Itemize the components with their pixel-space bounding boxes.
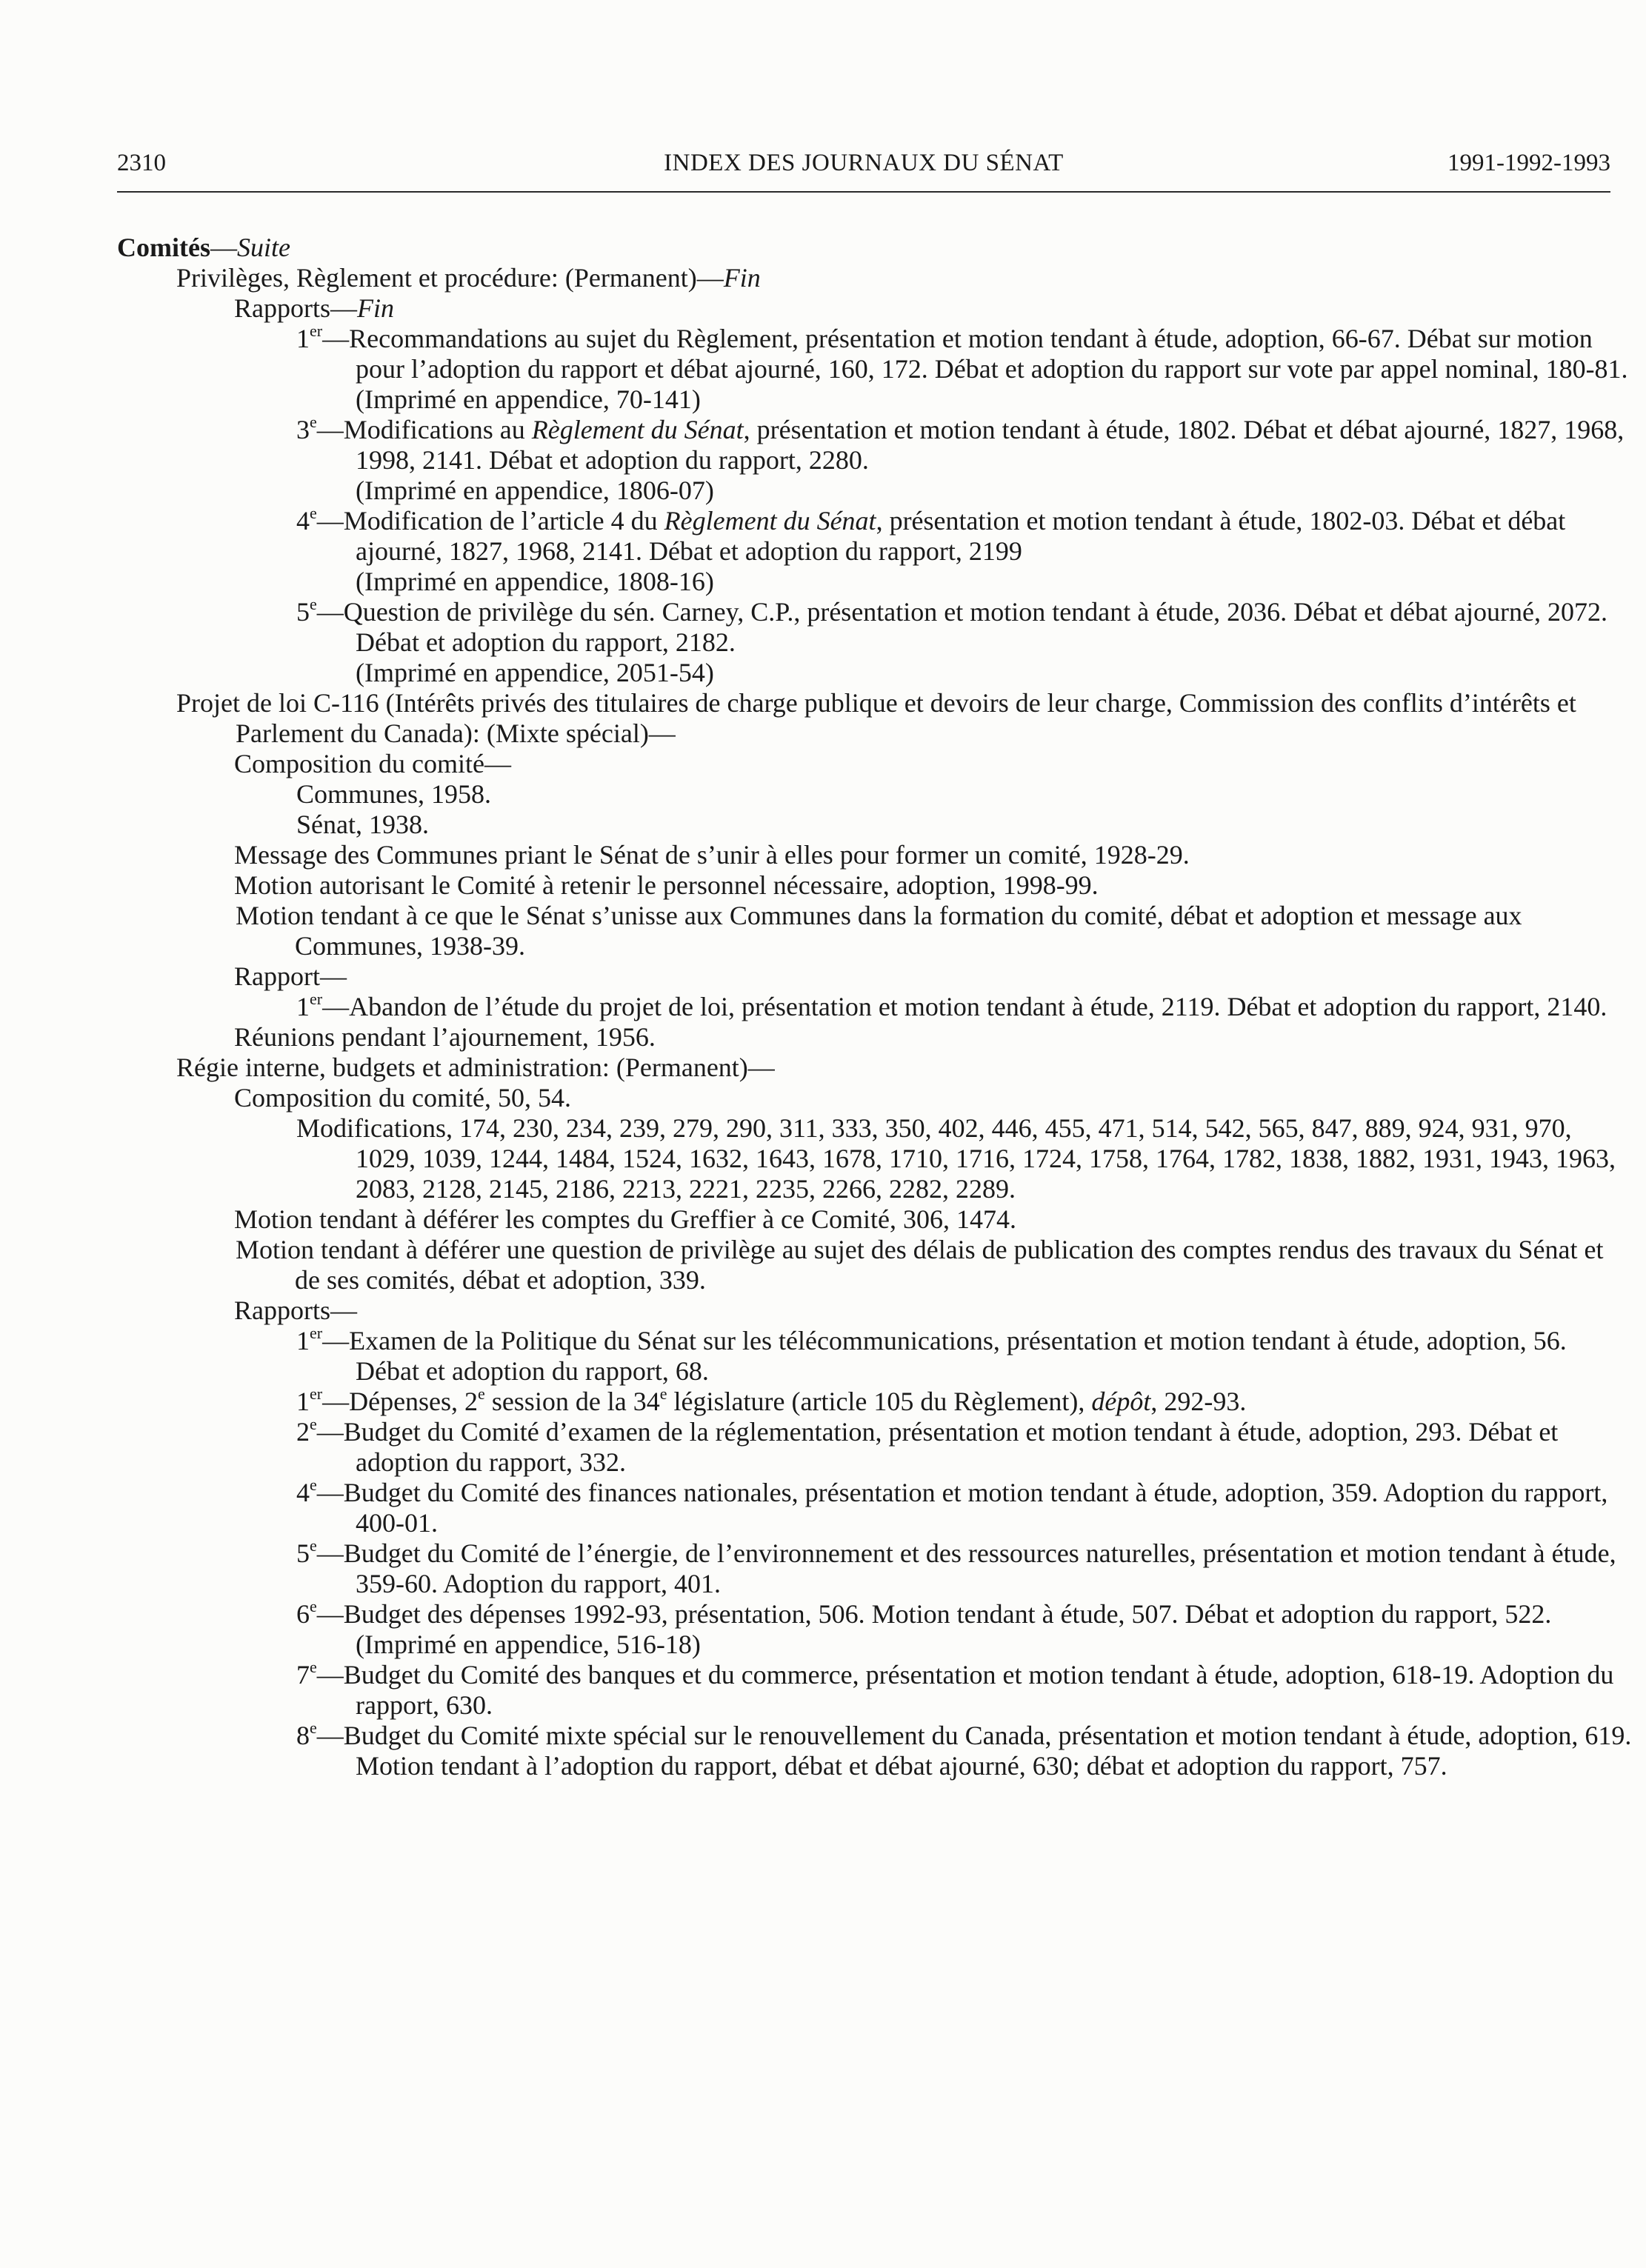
entry-motion-question: Motion tendant à déférer une question de privilège au sujet des délais de publication des comptes rendus des travaux du Sénat et de ses comités, débat et adoption, 339. <box>236 1235 1604 1295</box>
index-content <box>117 233 1634 1781</box>
report-item-1-imprime: (Imprimé en appendice, 70-141) <box>356 384 701 414</box>
entry-rapports-2: Rapports— <box>234 1295 357 1325</box>
entry-privileges: Privilèges, Règlement et procédure: (Permanent)—Fin <box>176 263 761 293</box>
entry-regie: Régie interne, budgets et administration: (Permanent)— <box>176 1053 775 1082</box>
budget-report-4: 4e—Budget du Comité des finances nationales, présentation et motion tendant à étude, adoption, 359. Adoption du rapport, 400-01. <box>296 1475 1608 1538</box>
report-item-4: 4e—Modification de l’article 4 du Règlement du Sénat, présentation et motion tendant à étude, 1802-03. Débat et débat ajourné, 1827, 1968, 2141. Débat et adoption du rapport, 2199 <box>296 504 1566 566</box>
budget-report-1: 1er—Examen de la Politique du Sénat sur les télécommunications, présentation et motion tendant à étude, adoption, 56. Débat et adoption du rapport, 68. <box>296 1324 1567 1386</box>
entry-composition: Composition du comité— <box>234 749 511 778</box>
rapport-item-1: 1er—Abandon de l’étude du projet de loi, présentation et motion tendant à étude, 2119. Débat et adoption du rapport, 2140. <box>296 990 1607 1021</box>
entry-reunions: Réunions pendant l’ajournement, 1956. <box>234 1022 656 1052</box>
budget-report-7: 7e—Budget du Comité des banques et du commerce, présentation et motion tendant à étude, adoption, 618-19. Adoption du rapport, 630. <box>296 1658 1614 1720</box>
entry-communes: Communes, 1958. <box>296 779 492 809</box>
entry-motion-greffier: Motion tendant à déférer les comptes du Greffier à ce Comité, 306, 1474. <box>234 1204 1017 1234</box>
page-number: 2310 <box>117 150 166 176</box>
budget-report-6: 6e—Budget des dépenses 1992-93, présentation, 506. Motion tendant à étude, 507. Débat et adoption du rapport, 522. <box>296 1597 1552 1629</box>
budget-report-5: 5e—Budget du Comité de l’énergie, de l’environnement et des ressources naturelles, présentation et motion tendant à étude, 359-60. Adoption du rapport, 401. <box>296 1536 1616 1598</box>
report-item-5: 5e—Question de privilège du sén. Carney, C.P., présentation et motion tendant à étude, 2036. Débat et débat ajourné, 2072. Débat et adoption du rapport, 2182. <box>296 595 1608 657</box>
header-years: 1991-1992-1993 <box>1447 150 1610 176</box>
budget-report-6-imprime: (Imprimé en appendice, 516-18) <box>356 1630 701 1659</box>
entry-motion-tendant: Motion tendant à ce que le Sénat s’unisse aux Communes dans la formation du comité, débat et adoption et message aux Communes, 1938-39. <box>236 901 1522 961</box>
budget-report-8: 8e—Budget du Comité mixte spécial sur le renouvellement du Canada, présentation et motion tendant à étude, adoption, 619. Motion tendant à l’adoption du rapport, débat et débat ajourné, 630; débat et adoption du rapport, 757. <box>296 1718 1632 1781</box>
page-header <box>117 145 1610 181</box>
report-item-1: 1er—Recommandations au sujet du Règlement, présentation et motion tendant à étude, adoption, 66-67. Débat sur motion pour l’adoption du rapport et débat ajourné, 160, 172. Débat et adoption du rapport sur vote par appel nominal, 180-81. <box>296 321 1628 384</box>
entry-message: Message des Communes priant le Sénat de s’unir à elles pour former un comité, 1928-29. <box>234 840 1190 870</box>
entry-motion-autorisant: Motion autorisant le Comité à retenir le personnel nécessaire, adoption, 1998-99. <box>234 870 1099 900</box>
entry-comites: Comités—Suite <box>117 233 290 262</box>
entry-modifications: Modifications, 174, 230, 234, 239, 279, 290, 311, 333, 350, 402, 446, 455, 471, 514, 542, 565, 847, 889, 924, 931, 970, 1029, 1039, 1244, 1484, 1524, 1632, 1643, 1678, 1710, 1716, 1724, 1758, 1764, 1782, 1838, 1882, 1931, 1943, 1963, 2083, 2128, 2145, 2186, 2213, 2221, 2235, 2266, 2282, 2289. <box>296 1113 1616 1204</box>
report-item-3-imprime: (Imprimé en appendice, 1806-07) <box>356 476 714 505</box>
entry-rapports-fin: Rapports—Fin <box>234 293 394 323</box>
entry-bill-c116: Projet de loi C-116 (Intérêts privés des titulaires de charge publique et devoirs de leur charge, Commission des conflits d’intérêts et Parlement du Canada): (Mixte spécial)— <box>176 688 1576 748</box>
entry-rapport: Rapport— <box>234 961 347 991</box>
report-item-5-imprime: (Imprimé en appendice, 2051-54) <box>356 658 714 687</box>
budget-report-1-depenses: 1er—Dépenses, 2e session de la 34e législature (article 105 du Règlement), dépôt, 292-93. <box>296 1384 1247 1416</box>
budget-report-2: 2e—Budget du Comité d’examen de la réglementation, présentation et motion tendant à étude, adoption, 293. Débat et adoption du rapport, 332. <box>296 1415 1559 1477</box>
entry-composition-2: Composition du comité, 50, 54. <box>234 1083 571 1113</box>
page-title: INDEX DES JOURNAUX DU SÉNAT <box>664 150 1064 176</box>
report-item-3: 3e—Modifications au Règlement du Sénat, présentation et motion tendant à étude, 1802. Débat et débat ajourné, 1827, 1968, 1998, 2141. Débat et adoption du rapport, 2280. <box>296 413 1625 475</box>
header-rule <box>117 191 1610 193</box>
entry-senat: Sénat, 1938. <box>296 810 429 839</box>
report-item-4-imprime: (Imprimé en appendice, 1808-16) <box>356 567 714 596</box>
